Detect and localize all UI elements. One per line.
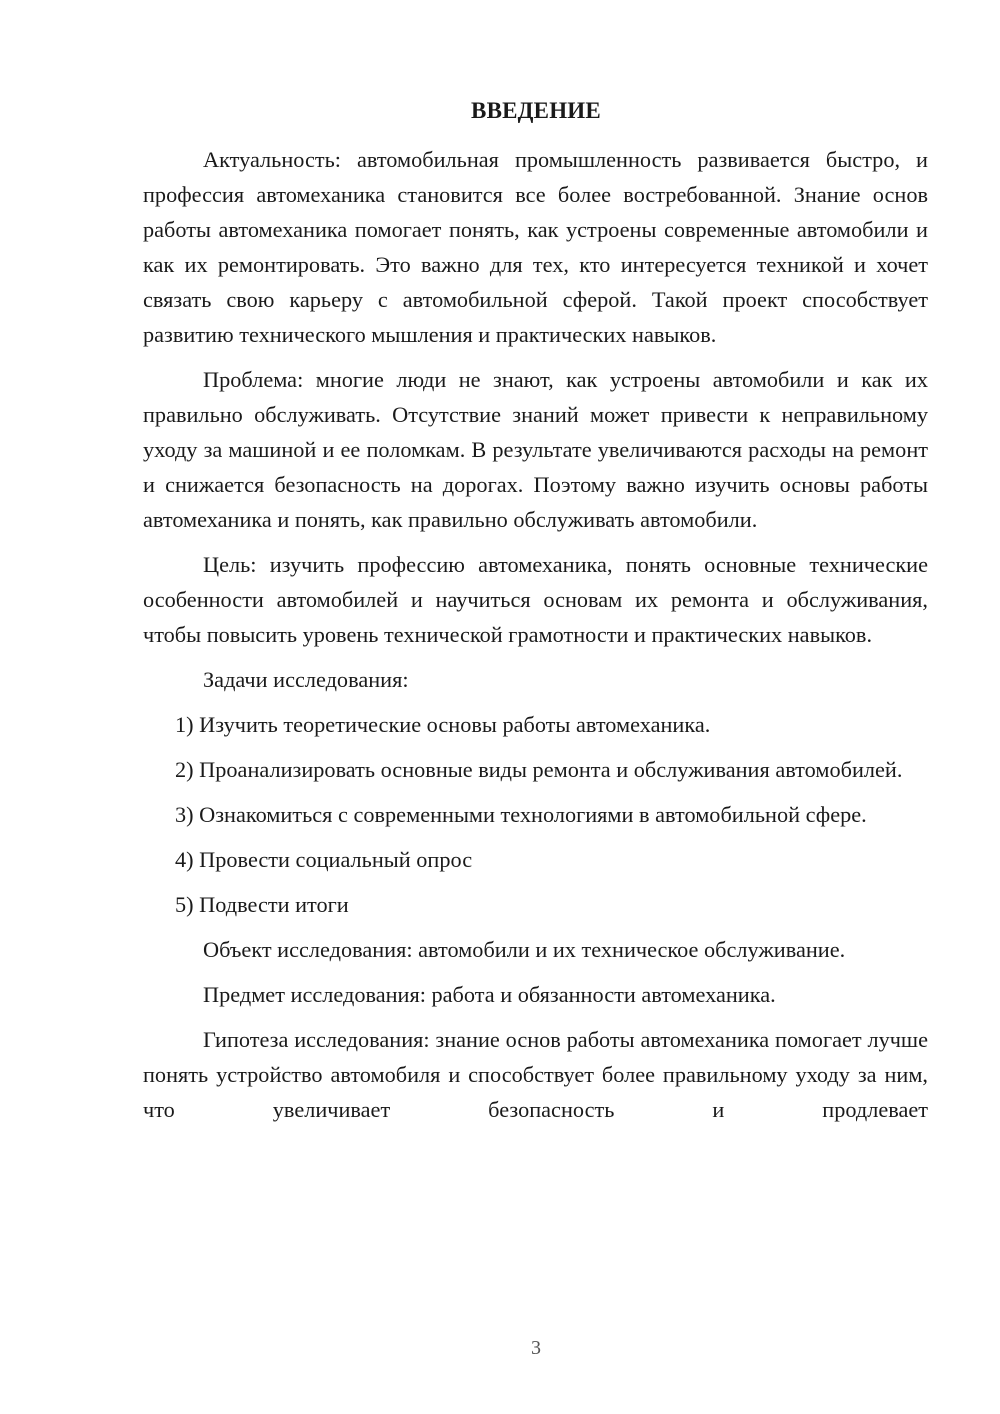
problem-paragraph: Проблема: многие люди не знают, как устроены автомобили и как их правильно обслуживать. Отсутствие знаний может привести к неправильному уходу за машиной и ее поломкам. В результате увеличиваются расходы на ремонт и снижается безопасность на дорогах. Поэтому важно изучить основы работы автомеханика и понять, как правильно обслуживать автомобили.: [143, 367, 928, 532]
goal-paragraph: Цель: изучить профессию автомеханика, понять основные технические особенности автомобилей и научиться основам их ремонта и обслуживания, чтобы повысить уровень технической грамотности и практических навыков.: [143, 552, 928, 647]
task-item: 5) Подвести итоги: [175, 892, 349, 917]
page-title: ВВЕДЕНИЕ: [471, 98, 601, 123]
research-subject-paragraph: Предмет исследования: работа и обязанности автомеханика.: [203, 982, 776, 1007]
research-object-paragraph: Объект исследования: автомобили и их техническое обслуживание.: [203, 937, 846, 962]
tasks-heading: Задачи исследования:: [203, 667, 409, 692]
relevance-paragraph: Актуальность: автомобильная промышленность развивается быстро, и профессия автомеханика становится все более востребованной. Знание основ работы автомеханика помогает понять, как устроены современные автомобили и как их ремонтировать. Это важно для тех, кто интересуется техникой и хочет связать свою карьеру с автомобильной сферой. Такой проект способствует развитию технического мышления и практических навыков.: [143, 147, 928, 347]
task-item: 4) Провести социальный опрос: [175, 847, 473, 872]
document-body: [143, 142, 928, 1137]
hypothesis-paragraph: Гипотеза исследования: знание основ работы автомеханика помогает лучше понять устройство автомобиля и способствует более правильному уходу за ним, что увеличивает безопасность и продлевает: [143, 1027, 928, 1122]
task-item: 2) Проанализировать основные виды ремонта и обслуживания автомобилей.: [175, 757, 903, 782]
page-number: 3: [531, 1337, 541, 1359]
task-item: 1) Изучить теоретические основы работы автомеханика.: [175, 712, 711, 737]
task-item: 3) Ознакомиться с современными технологиями в автомобильной сфере.: [175, 802, 867, 827]
